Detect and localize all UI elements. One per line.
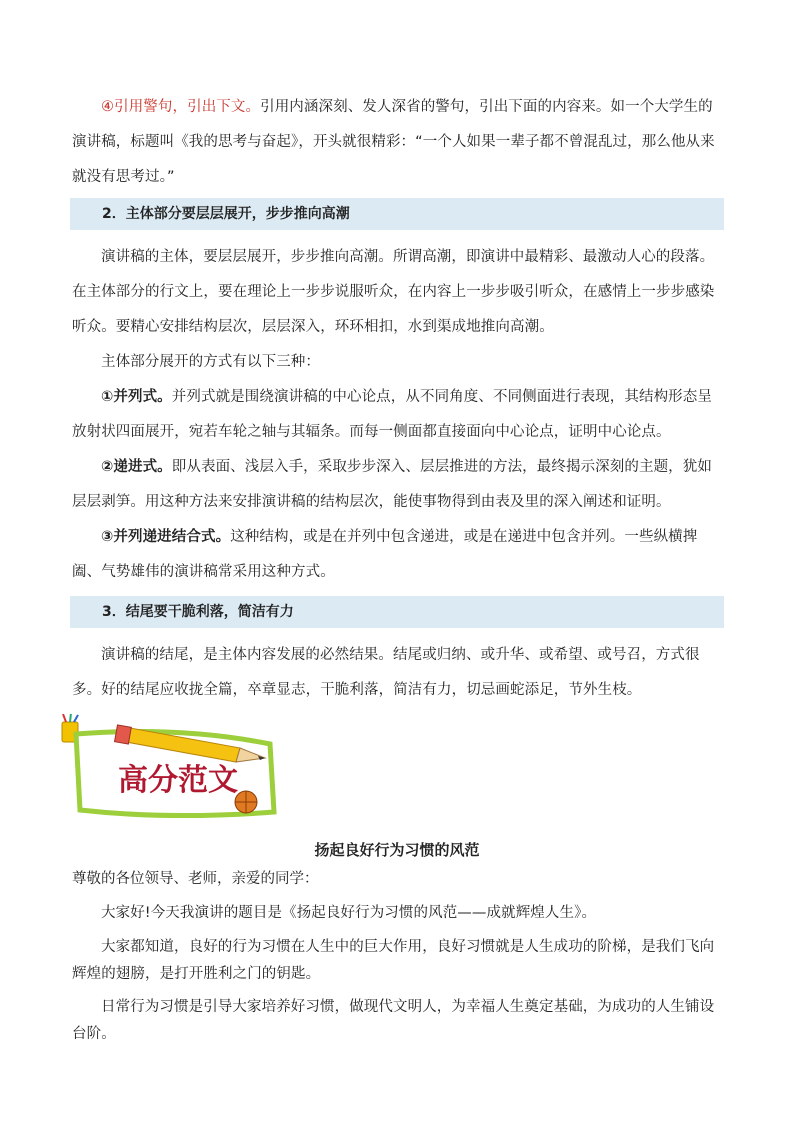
intro-paragraph [72,90,723,195]
item1-lead: ①并列式。 [101,389,172,405]
essay-title: 扬起良好行为习惯的风范 [314,841,480,859]
badge-text: 高分范文 [118,763,238,798]
intro-lead: ④引用警句，引出下文。 [101,99,261,115]
essay-greeting: 尊敬的各位领导、老师，亲爱的同学： [72,871,319,887]
essay-paragraph-3: 日常行为习惯是引导大家培养好习惯，做现代文明人，为幸福人生奠定基础，为成功的人生铺设台阶。 [72,999,715,1042]
high-score-essay-badge [60,714,290,824]
item3-text: 这种结构，或是在并列中包含递进，或是在递进中包含并列。一些纵横捭阖、气势雄伟的演讲稿常采用这种方式。 [72,529,698,580]
section-heading-2: 2．主体部分要层层展开，步步推向高潮 [70,198,724,230]
section2-paragraph-2: 主体部分展开的方式有以下三种： [101,354,320,370]
item2-lead: ②递进式。 [101,459,172,475]
item2-text: 即从表面、浅层入手，采取步步深入、层层推进的方法，最终揭示深刻的主题，犹如层层剥笋。用这种方法来安排演讲稿的结构层次，能使事物得到由表及里的深入阐述和证明。 [72,459,712,510]
essay-paragraph-1: 大家好!今天我演讲的题目是《扬起良好行为习惯的风范——成就辉煌人生》。 [101,905,597,921]
intro-text: 引用内涵深刻、发人深省的警句，引出下面的内容来。如一个大学生的演讲稿，标题叫《我的思考与奋起》，开头就很精彩：“一个人如果一辈子都不曾混乱过，那么他从来就没有思考过。” [72,99,715,185]
basketball-icon [235,791,257,813]
item3-lead: ③并列递进结合式。 [101,529,231,545]
list-item-progressive [72,450,723,520]
list-item-parallel [72,380,723,450]
section3-paragraph-1: 演讲稿的结尾，是主体内容发展的必然结果。结尾或归纳、或升华、或希望、或号召，方式很多。好的结尾应收拢全篇，卒章显志，干脆利落，简洁有力，切忌画蛇添足，节外生枝。 [72,647,700,698]
item1-text: 并列式就是围绕演讲稿的中心论点，从不同角度、不同侧面进行表现，其结构形态呈放射状四面展开，宛若车轮之轴与其辐条。而每一侧面都直接面向中心论点，证明中心论点。 [72,389,712,440]
section2-paragraph-1: 演讲稿的主体，要层层展开，步步推向高潮。所谓高潮，即演讲中最精彩、最激动人心的段落。在主体部分的行文上，要在理论上一步步说服听众，在内容上一步步吸引听众，在感情上一步步感染听众。要精心安排结构层次，层层深入，环环相扣，水到渠成地推向高潮。 [72,249,715,335]
list-item-combined [72,520,723,590]
section-heading-3: 3．结尾要干脆利落，简洁有力 [70,596,724,628]
essay-paragraph-2: 大家都知道，良好的行为习惯在人生中的巨大作用，良好习惯就是人生成功的阶梯，是我们飞向辉煌的翅膀，是打开胜利之门的钥匙。 [72,939,715,982]
